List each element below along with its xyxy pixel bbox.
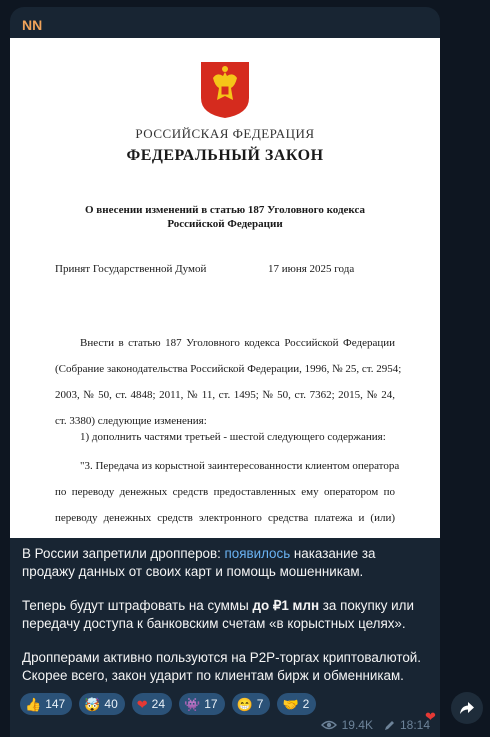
heart-icon: ❤ [136,696,148,712]
message-time: 18:14 [399,718,430,732]
share-button[interactable] [451,692,483,724]
doc-country-header: РОССИЙСКАЯ ФЕДЕРАЦИЯ [135,126,315,141]
reaction-thumbs-up[interactable]: 👍 147 [20,693,72,715]
exploding-head-icon: 🤯 [84,696,101,712]
document-image[interactable] [10,38,440,538]
own-reaction-heart-icon: ❤ [425,709,436,724]
doc-paragraph-2 [55,453,400,531]
handshake-icon: 🤝 [282,696,299,712]
doc-subtitle-2: Российской Федерации [167,218,283,230]
doc-line: переводу денежных средств электронного средства платежа и (или) [55,512,395,524]
views-count: 19.4K [341,718,373,732]
eye-icon [321,720,337,730]
coat-of-arms-icon [199,60,251,120]
reaction-alien-monster[interactable]: 👾 17 [179,693,225,715]
doc-line: Внести в статью 187 Уголовного кодекса Российской Федерации [80,337,395,349]
doc-paragraph-1 [55,330,402,434]
doc-subtitle-1: О внесении изменений в статью 187 Уголовного кодекса [85,204,365,216]
doc-adopted-label: Принят Государственной Думой [55,263,207,275]
doc-item-1: 1) дополнить частями третьей - шестой следующего содержания: [80,431,386,443]
message-link[interactable]: появилось [224,546,291,561]
doc-line: ст. 3380) следующие изменения: [55,415,207,427]
message-paragraph-3: Дропперами активно пользуются на P2P-торгах криптовалютой. Скорее всего, закон ударит по клиентам бирж и обменникам. [22,650,421,683]
thumbs-up-icon: 👍 [25,696,42,712]
doc-law-header: ФЕДЕРАЛЬНЫЙ ЗАКОН [126,147,324,164]
message-meta [321,718,430,732]
doc-line: 2003, № 50, ст. 4848; 2011, № 11, ст. 1495; № 50, ст. 7362; 2015, № 24, [55,389,395,401]
reactions-bar [20,693,316,715]
share-arrow-icon [459,701,475,715]
doc-line: (Собрание законодательства Российской Федерации, 1996, № 25, ст. 2954; [55,363,402,375]
reaction-grin[interactable]: 😁 7 [232,693,271,715]
reaction-handshake[interactable]: 🤝 2 [277,693,316,715]
reaction-heart[interactable]: ❤ 24 [132,693,172,715]
message-paragraph-1: В России запретили дропперов: появилось наказание за продажу данных от своих карт и помощь мошенникам. [22,546,376,579]
grin-icon: 😁 [236,696,253,712]
doc-line: "3. Передача из корыстной заинтересованности клиентом оператора [80,460,400,472]
pen-icon [384,720,395,731]
message-paragraph-2: Теперь будут штрафовать на суммы до ₽1 млн за покупку или передачу доступа к банковским счетам «в корыстных целях». [22,598,414,631]
message-text [22,545,432,701]
alien-monster-icon: 👾 [184,696,201,712]
doc-adopted-date: 17 июня 2025 года [268,263,355,275]
reaction-exploding-head[interactable]: 🤯 40 [79,693,125,715]
doc-line: по переводу денежных средств предоставленных ему оператором по [55,486,395,498]
channel-name[interactable]: NN [22,17,43,33]
message-bubble[interactable] [10,7,440,737]
